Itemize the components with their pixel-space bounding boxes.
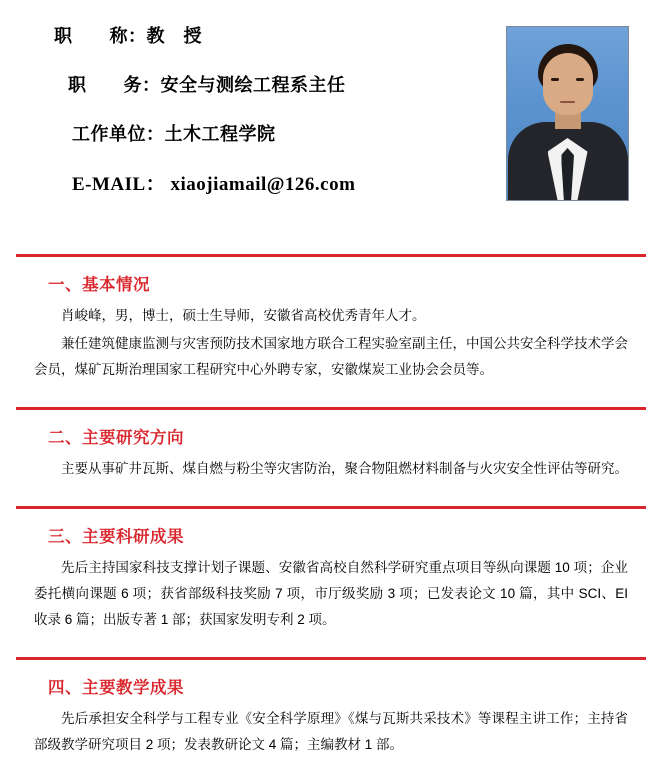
section-teaching-achievements bbox=[0, 660, 662, 770]
spacer-3 bbox=[0, 645, 662, 657]
section-research-directions-title: 二、主要研究方向 bbox=[48, 429, 184, 447]
portrait-eye-right bbox=[576, 78, 584, 81]
field-workplace bbox=[72, 120, 446, 146]
portrait-photo bbox=[506, 26, 629, 201]
section-research-directions bbox=[0, 410, 662, 494]
section-research-achievements-paragraph-1: 先后主持国家科技支撑计划子课题、安徽省高校自然科学研究重点项目等纵向课题 10 项；企业委托横向课题 6 项；获省部级科技奖励 7 项，市厅级奖励 3 项；已发表论文 10 篇，其中 SCI、EI 收录 6 篇；出版专著 1 部；获国家发明专利 2 项。 bbox=[34, 560, 628, 627]
field-email-value: xiaojiamail@126.com bbox=[170, 174, 356, 195]
section-basic-info-paragraph-2: 兼任建筑健康监测与灾害预防技术国家地方联合工程实验室副主任，中国公共安全科学技术学会会员，煤矿瓦斯治理国家工程研究中心外聘专家，安徽煤炭工业协会会员等。 bbox=[34, 336, 628, 377]
section-teaching-achievements-title: 四、主要教学成果 bbox=[48, 679, 184, 697]
section-basic-info bbox=[0, 257, 662, 395]
field-workplace-label: 工作单位： bbox=[72, 124, 165, 144]
section-research-achievements-title: 三、主要科研成果 bbox=[48, 528, 184, 546]
section-basic-info-title: 一、基本情况 bbox=[48, 276, 150, 294]
section-research-directions-paragraph-1: 主要从事矿井瓦斯、煤自燃与粉尘等灾害防治，聚合物阻燃材料制备与火灾安全性评估等研究。 bbox=[61, 461, 628, 476]
header-block bbox=[0, 0, 662, 254]
portrait-mouth bbox=[560, 101, 575, 103]
portrait-face bbox=[543, 53, 593, 115]
field-title-value: 教 授 bbox=[146, 26, 202, 46]
field-position-label: 职 务： bbox=[68, 75, 161, 95]
section-teaching-achievements-paragraph-1: 先后承担安全科学与工程专业《安全科学原理》《煤与瓦斯共采技术》等课程主讲工作；主持省部级教学研究项目 2 项；发表教研论文 4 篇；主编教材 1 部。 bbox=[34, 711, 628, 752]
field-position bbox=[68, 71, 446, 97]
section-research-achievements bbox=[0, 509, 662, 645]
field-workplace-value: 土木工程学院 bbox=[164, 124, 276, 144]
section-basic-info-paragraph-1: 肖峻峰，男，博士，硕士生导师，安徽省高校优秀青年人才。 bbox=[61, 308, 426, 323]
field-title-label: 职 称： bbox=[54, 26, 147, 46]
field-title bbox=[54, 22, 446, 48]
field-email-label: E-MAIL： bbox=[72, 174, 166, 195]
spacer-1 bbox=[0, 395, 662, 407]
spacer-2 bbox=[0, 494, 662, 506]
portrait-eye-left bbox=[551, 78, 559, 81]
field-email bbox=[72, 169, 446, 196]
field-position-value: 安全与测绘工程系主任 bbox=[160, 75, 346, 95]
header-fields bbox=[36, 22, 446, 196]
